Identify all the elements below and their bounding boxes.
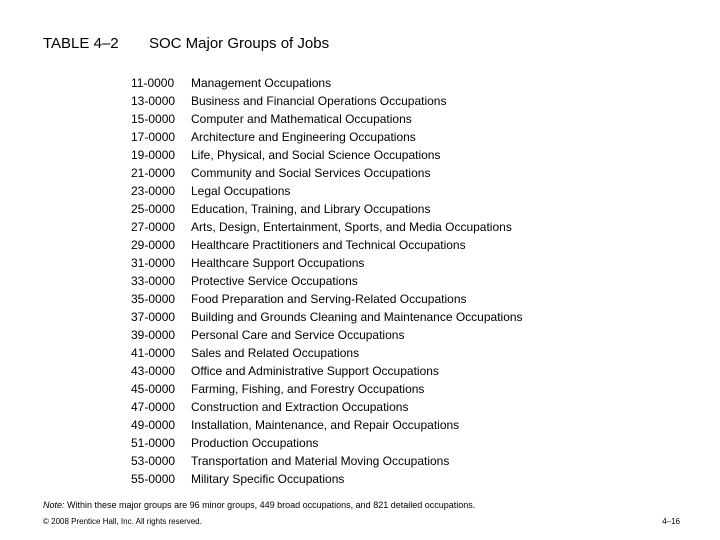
list-item bbox=[131, 290, 523, 308]
copyright-notice: © 2008 Prentice Hall, Inc. All rights reserved. bbox=[43, 517, 202, 526]
occupation-name: Food Preparation and Serving-Related Occupations bbox=[191, 292, 467, 306]
note-prefix: Note: bbox=[43, 500, 65, 510]
list-item bbox=[131, 200, 523, 218]
soc-code: 21-0000 bbox=[131, 166, 176, 180]
occupation-name: Construction and Extraction Occupations bbox=[191, 400, 409, 414]
soc-code: 49-0000 bbox=[131, 418, 176, 432]
soc-code: 39-0000 bbox=[131, 328, 176, 342]
list-item bbox=[131, 470, 523, 488]
list-item bbox=[131, 74, 523, 92]
soc-code: 51-0000 bbox=[131, 436, 176, 450]
occupation-name: Military Specific Occupations bbox=[191, 472, 345, 486]
table-note bbox=[43, 500, 475, 510]
soc-code: 53-0000 bbox=[131, 454, 176, 468]
list-item bbox=[131, 434, 523, 452]
list-item bbox=[131, 452, 523, 470]
soc-code: 47-0000 bbox=[131, 400, 176, 414]
page-number: 4–16 bbox=[662, 517, 680, 526]
list-item bbox=[131, 308, 523, 326]
list-item bbox=[131, 146, 523, 164]
soc-code: 25-0000 bbox=[131, 202, 176, 216]
list-item bbox=[131, 164, 523, 182]
soc-code: 13-0000 bbox=[131, 94, 176, 108]
soc-code: 31-0000 bbox=[131, 256, 176, 270]
occupation-name: Healthcare Support Occupations bbox=[191, 256, 365, 270]
occupation-name: Installation, Maintenance, and Repair Occupations bbox=[191, 418, 460, 432]
table-label: TABLE 4–2 bbox=[43, 35, 119, 52]
list-item bbox=[131, 362, 523, 380]
soc-code: 23-0000 bbox=[131, 184, 176, 198]
list-item bbox=[131, 92, 523, 110]
occupation-name: Farming, Fishing, and Forestry Occupations bbox=[191, 382, 425, 396]
occupation-name: Life, Physical, and Social Science Occupations bbox=[191, 148, 441, 162]
occupation-name: Community and Social Services Occupations bbox=[191, 166, 431, 180]
list-item bbox=[131, 110, 523, 128]
occupation-name: Personal Care and Service Occupations bbox=[191, 328, 405, 342]
table-title: SOC Major Groups of Jobs bbox=[149, 35, 330, 52]
occupation-name: Management Occupations bbox=[191, 76, 332, 90]
note-text: Within these major groups are 96 minor groups, 449 broad occupations, and 821 detailed occupations. bbox=[64, 500, 476, 510]
list-item bbox=[131, 272, 523, 290]
list-item bbox=[131, 416, 523, 434]
occupation-name: Sales and Related Occupations bbox=[191, 346, 360, 360]
soc-code: 15-0000 bbox=[131, 112, 176, 126]
occupation-name: Healthcare Practitioners and Technical Occupations bbox=[191, 238, 466, 252]
occupation-name: Office and Administrative Support Occupations bbox=[191, 364, 439, 378]
list-item bbox=[131, 380, 523, 398]
list-item bbox=[131, 254, 523, 272]
occupation-name: Business and Financial Operations Occupations bbox=[191, 94, 447, 108]
soc-code: 41-0000 bbox=[131, 346, 176, 360]
occupation-name: Legal Occupations bbox=[191, 184, 291, 198]
list-item bbox=[131, 182, 523, 200]
occupation-list bbox=[131, 74, 523, 488]
occupation-name: Education, Training, and Library Occupations bbox=[191, 202, 431, 216]
list-item bbox=[131, 344, 523, 362]
soc-code: 37-0000 bbox=[131, 310, 176, 324]
occupation-name: Protective Service Occupations bbox=[191, 274, 358, 288]
soc-code: 55-0000 bbox=[131, 472, 176, 486]
list-item bbox=[131, 236, 523, 254]
soc-code: 17-0000 bbox=[131, 130, 176, 144]
occupation-name: Arts, Design, Entertainment, Sports, and Media Occupations bbox=[191, 220, 512, 234]
list-item bbox=[131, 218, 523, 236]
soc-code: 45-0000 bbox=[131, 382, 176, 396]
soc-code: 33-0000 bbox=[131, 274, 176, 288]
soc-code: 35-0000 bbox=[131, 292, 176, 306]
occupation-name: Building and Grounds Cleaning and Maintenance Occupations bbox=[191, 310, 523, 324]
soc-code: 19-0000 bbox=[131, 148, 176, 162]
occupation-name: Transportation and Material Moving Occupations bbox=[191, 454, 450, 468]
soc-code: 11-0000 bbox=[131, 76, 175, 90]
list-item bbox=[131, 326, 523, 344]
soc-code: 43-0000 bbox=[131, 364, 176, 378]
occupation-name: Computer and Mathematical Occupations bbox=[191, 112, 412, 126]
list-item bbox=[131, 398, 523, 416]
soc-code: 27-0000 bbox=[131, 220, 176, 234]
list-item bbox=[131, 128, 523, 146]
soc-code: 29-0000 bbox=[131, 238, 176, 252]
occupation-name: Architecture and Engineering Occupations bbox=[191, 130, 416, 144]
occupation-name: Production Occupations bbox=[191, 436, 319, 450]
